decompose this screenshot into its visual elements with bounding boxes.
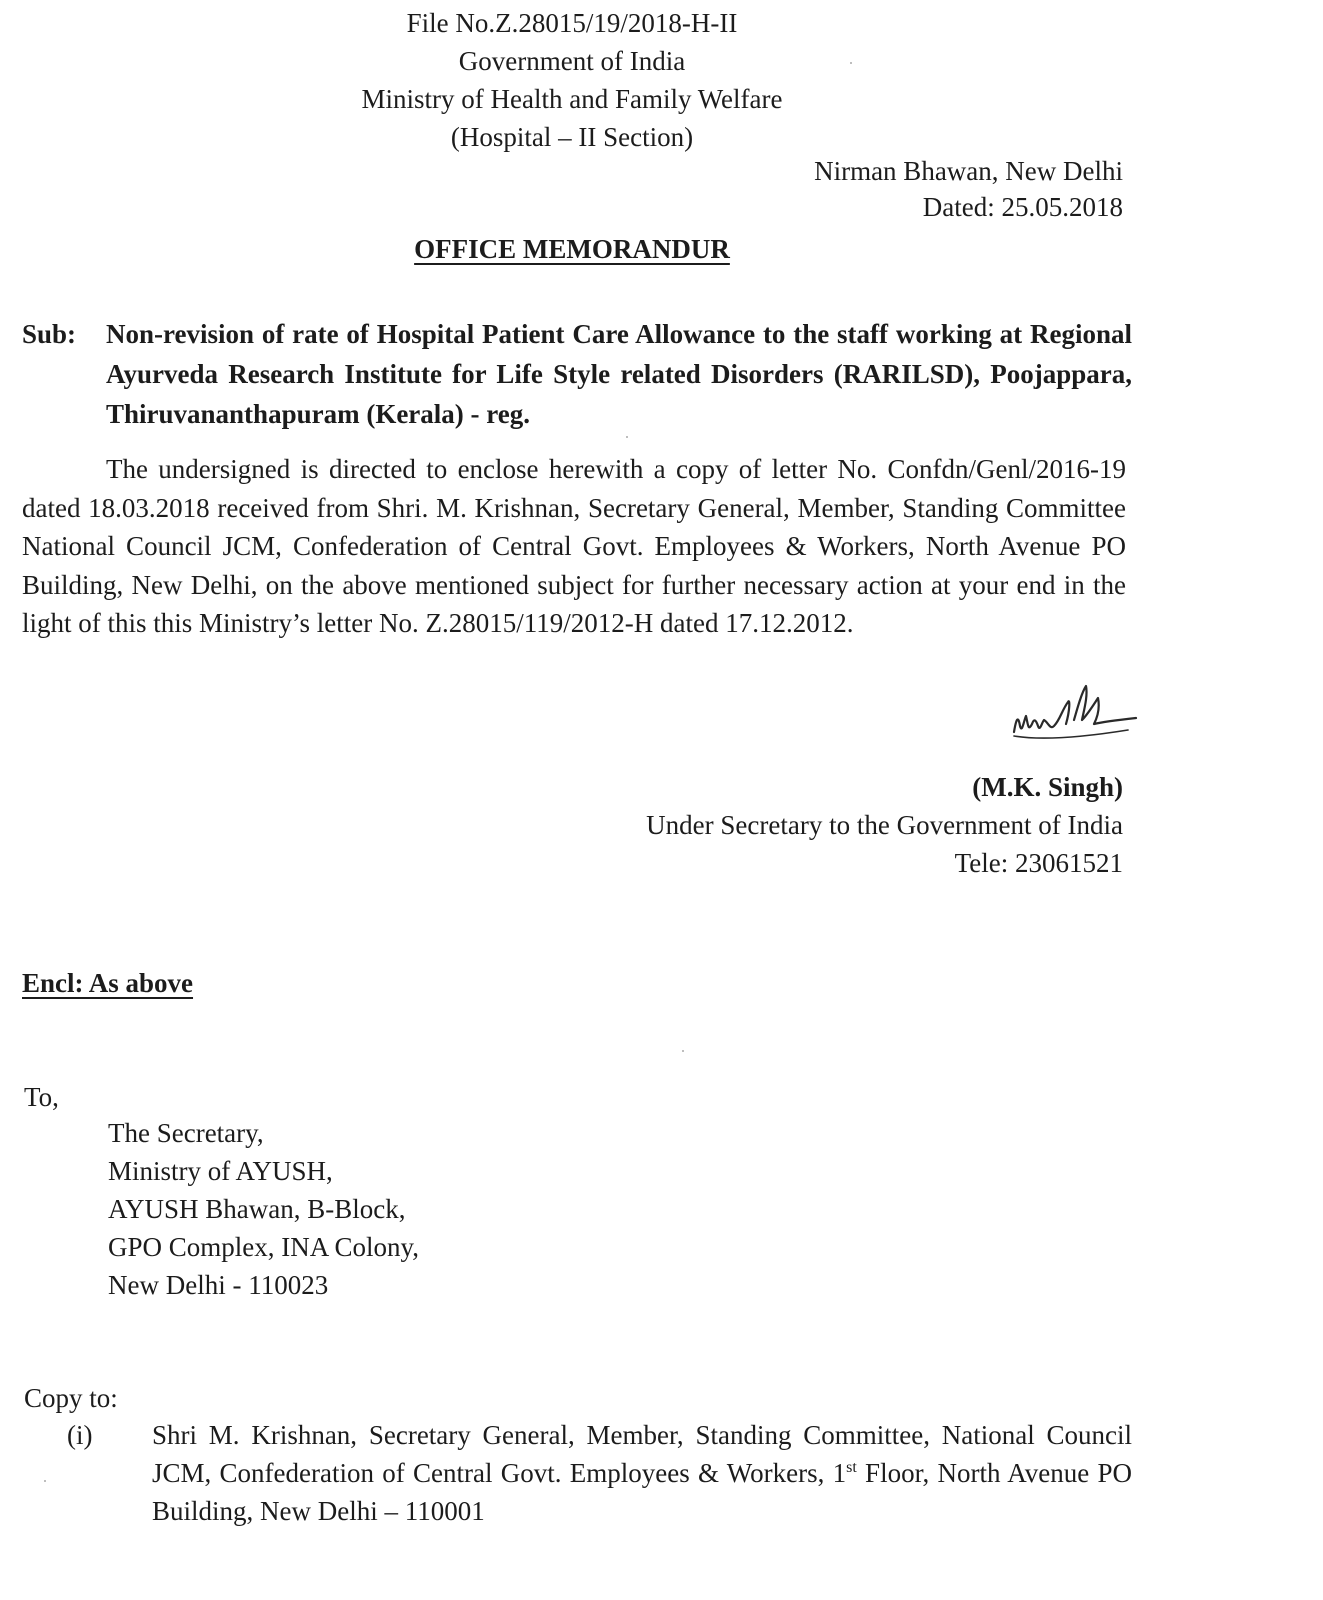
- address-line: The Secretary,: [108, 1118, 264, 1148]
- ministry-name: Ministry of Health and Family Welfare: [361, 84, 783, 114]
- subject-label: Sub:: [22, 319, 77, 349]
- copy-item-text: [152, 1416, 1132, 1530]
- address-line: New Delhi - 110023: [108, 1270, 329, 1300]
- scan-speck: [44, 1480, 46, 1482]
- place-of-issue: Nirman Bhawan, New Delhi: [814, 156, 1123, 186]
- enclosure-note: Encl: As above: [22, 968, 194, 998]
- address-line: AYUSH Bhawan, B-Block,: [108, 1194, 406, 1224]
- issue-date: Dated: 25.05.2018: [922, 192, 1123, 222]
- document-title: [0, 234, 1144, 265]
- section-name: (Hospital – II Section): [450, 122, 694, 152]
- signatory-telephone: Tele: 23061521: [954, 848, 1123, 878]
- subject-block: [22, 314, 1132, 434]
- government-name: Government of India: [458, 46, 686, 76]
- copy-to-label: Copy to:: [24, 1383, 118, 1413]
- scan-speck: [850, 62, 852, 64]
- copy-item-text-start: Shri M. Krishnan, Secretary General, Member, Standing Committee, National Council JCM, Confederation of Central Govt. Employees & Workers, 1: [152, 1420, 1132, 1488]
- file-number: File No.Z.28015/19/2018-H-II: [406, 8, 738, 38]
- signatory-designation: Under Secretary to the Government of India: [646, 810, 1123, 840]
- address-line: GPO Complex, INA Colony,: [108, 1232, 420, 1262]
- address-line: Ministry of AYUSH,: [108, 1156, 333, 1186]
- body-paragraph: The undersigned is directed to enclose herewith a copy of letter No. Confdn/Genl/2016-19 dated 18.03.2018 received from Shri. M. Krishnan, Secretary General, Member, Standing Committee National Council JCM, Confederation of Central Govt. Employees & Workers, North Avenue PO Building, New Delhi, on the above mentioned subject for further necessary action at your end in the light of this this Ministry’s letter No. Z.28015/119/2012-H dated 17.12.2012.: [22, 454, 1126, 638]
- to-label: To,: [24, 1082, 59, 1112]
- subject-text: Non-revision of rate of Hospital Patient Care Allowance to the staff working at Regional Ayurveda Research Institute for Life Style related Disorders (RARILSD), Poojappara, Thiruvananthapuram (Kerala) - reg.: [106, 319, 1132, 429]
- document-title-text: OFFICE MEMORANDUR: [414, 234, 730, 264]
- copy-item-number: (i): [67, 1420, 93, 1450]
- scan-speck: [682, 1050, 684, 1052]
- signature-mark: [1008, 680, 1148, 750]
- scan-speck: [626, 436, 628, 438]
- copy-item-superscript: st: [846, 1459, 857, 1476]
- copy-item-text-end: Floor, North Avenue PO Building, New Delhi – 110001: [152, 1458, 1133, 1526]
- signatory-name: (M.K. Singh): [972, 772, 1123, 802]
